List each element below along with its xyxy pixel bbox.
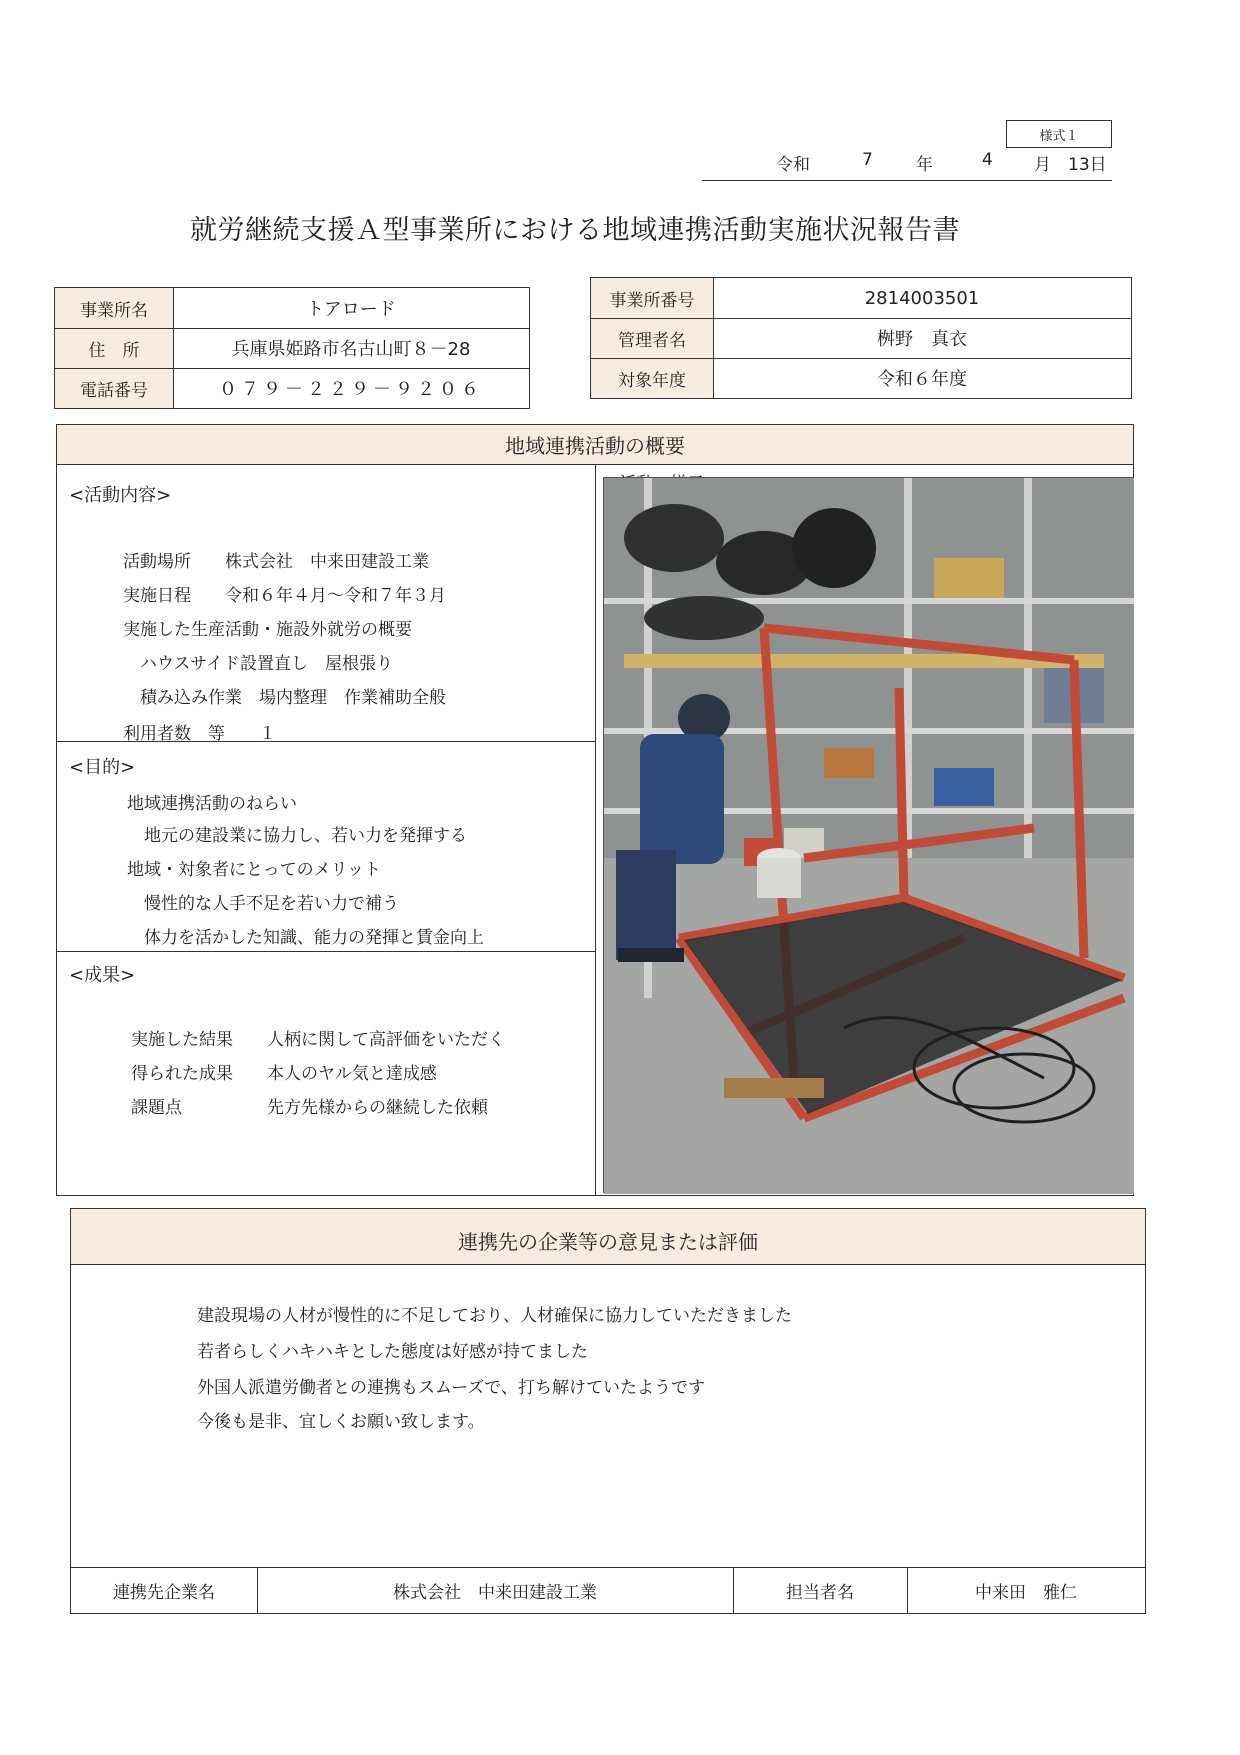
- result-line: 得られた成果 本人のヤル気と達成感: [131, 1064, 437, 1084]
- result-line: 課題点 先方先様からの継続した依頼: [131, 1098, 488, 1118]
- company-label: 連携先企業名: [113, 1582, 215, 1603]
- activity-line: 積み込み作業 場内整理 作業補助全般: [123, 688, 446, 708]
- value-office-number: 2814003501: [864, 287, 980, 309]
- divider: [57, 741, 595, 742]
- date-day: 13日: [1068, 155, 1107, 175]
- label-office-number: 事業所番号: [591, 278, 713, 318]
- info-table-left: [54, 287, 530, 409]
- label-address: 住 所: [55, 328, 173, 368]
- value-manager: 桝野 真衣: [877, 329, 967, 350]
- divider: [55, 328, 529, 329]
- page-title: 就労継続支援Ａ型事業所における地域連携活動実施状況報告書: [190, 215, 960, 246]
- divider: [57, 951, 595, 952]
- date-month: 4: [982, 150, 993, 170]
- divider: [591, 358, 1131, 359]
- overview-band: 地域連携活動の概要: [57, 425, 1133, 465]
- divider: [55, 368, 529, 369]
- label-manager: 管理者名: [591, 318, 713, 358]
- evaluation-section: [70, 1208, 1146, 1614]
- label-office-name: 事業所名: [55, 288, 173, 328]
- activity-line: 活動場所 株式会社 中来田建設工業: [123, 552, 429, 572]
- evaluation-line: 若者らしくハキハキとした態度は好感が持てました: [197, 1342, 588, 1362]
- date-era: 令和: [776, 155, 810, 175]
- date-month-unit: 月: [1034, 155, 1051, 175]
- column-divider: [595, 465, 596, 1195]
- result-line: 実施した結果 人柄に関して高評価をいただく: [131, 1030, 505, 1050]
- date-underline: [702, 180, 1112, 181]
- divider: [173, 288, 174, 408]
- activity-line: 実施した生産活動・施設外就労の概要: [123, 620, 412, 640]
- evaluation-line: 外国人派遣労働者との連携もスムーズで、打ち解けていたようです: [197, 1378, 705, 1398]
- label-target-year: 対象年度: [591, 358, 713, 398]
- activity-line: 利用者数 等 １: [123, 724, 276, 744]
- date-year: 7: [862, 150, 873, 170]
- purpose-line: 体力を活かした知識、能力の発揮と賃金向上: [127, 928, 484, 948]
- activity-photo-image: [604, 478, 1134, 1194]
- activity-photo: [603, 477, 1133, 1193]
- company-value: 株式会社 中来田建設工業: [393, 1582, 597, 1603]
- divider: [591, 318, 1131, 319]
- activity-line: ハウスサイド設置直し 屋根張り: [123, 654, 393, 674]
- evaluation-line: 建設現場の人材が慢性的に不足しており、人材確保に協力していただきました: [197, 1306, 792, 1326]
- value-phone: ０７９－２２９－９２０６: [219, 379, 483, 400]
- evaluation-band: 連携先の企業等の意見または評価: [71, 1209, 1145, 1265]
- activity-heading: <活動内容>: [69, 485, 172, 506]
- result-heading: <成果>: [69, 965, 136, 986]
- value-address: 兵庫県姫路市名古山町８－28: [231, 339, 471, 360]
- value-target-year: 令和６年度: [877, 369, 967, 390]
- person-value: 中来田 雅仁: [975, 1582, 1077, 1603]
- purpose-line: 地元の建設業に協力し、若い力を発揮する: [127, 826, 467, 846]
- form-tag-text: 様式１: [1039, 128, 1079, 144]
- form-tag: [1006, 120, 1112, 148]
- overview-section: [56, 424, 1134, 1196]
- person-label: 担当者名: [786, 1582, 854, 1603]
- divider: [713, 278, 714, 398]
- value-office-name: トアロード: [306, 299, 396, 320]
- purpose-line: 地域・対象者にとってのメリット: [127, 860, 381, 880]
- evaluation-line: 今後も是非、宜しくお願い致します。: [197, 1412, 485, 1432]
- info-table-right: [590, 277, 1132, 399]
- label-phone: 電話番号: [55, 368, 173, 408]
- purpose-line: 慢性的な人手不足を若い力で補う: [127, 894, 399, 914]
- purpose-line: 地域連携活動のねらい: [127, 794, 297, 814]
- activity-line: 実施日程 令和６年４月～令和７年３月: [123, 586, 446, 606]
- purpose-heading: <目的>: [69, 757, 136, 778]
- date-year-unit: 年: [916, 155, 933, 175]
